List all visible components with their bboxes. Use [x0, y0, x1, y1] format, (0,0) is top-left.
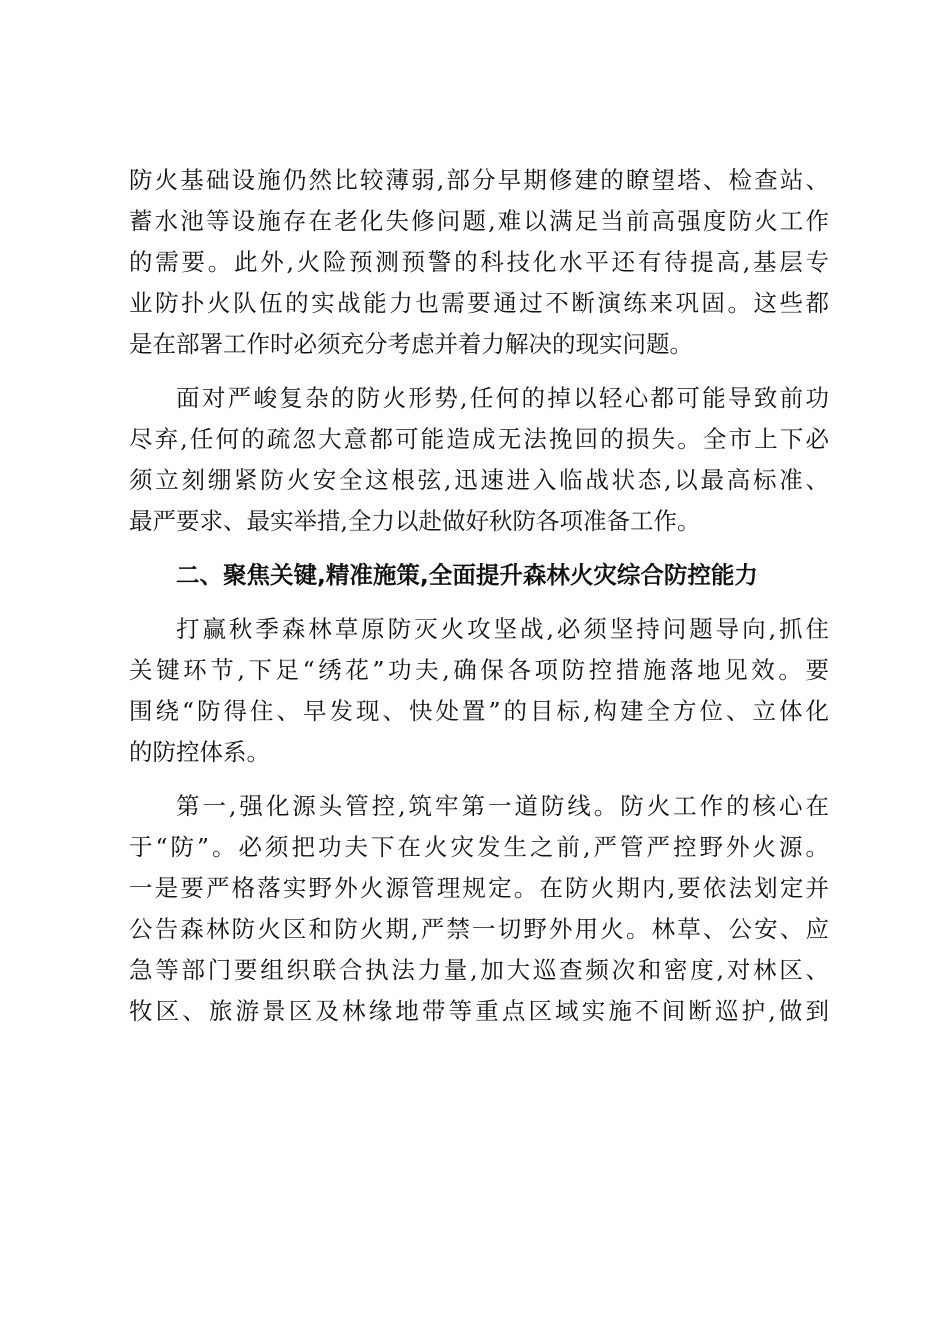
text-line: 打赢秋季森林草原防灭火攻坚战,必须坚持问题导向,抓住	[176, 615, 829, 643]
text-line: 第一,强化源头管控,筑牢第一道防线。防火工作的核心在	[176, 792, 829, 820]
text-line: 须立刻绷紧防火安全这根弦,迅速进入临战状态,以最高标准、	[129, 466, 829, 494]
text-line: 防火基础设施仍然比较薄弱,部分早期修建的瞭望塔、检查站、	[129, 166, 829, 194]
text-line: 业防扑火队伍的实战能力也需要通过不断演练来巩固。这些都	[129, 289, 829, 317]
section-heading	[129, 555, 829, 596]
text-line: 的需要。此外,火险预测预警的科技化水平还有待提高,基层专	[129, 248, 829, 276]
text-line: 于“防”。必须把功夫下在火灾发生之前,严管严控野外火源。	[129, 833, 829, 861]
paragraph-infrastructure	[129, 160, 829, 365]
text-line: 一是要严格落实野外火源管理规定。在防火期内,要依法划定并	[129, 874, 829, 902]
text-line: 围绕“防得住、早发现、快处置”的目标,构建全方位、立体化	[129, 697, 829, 725]
text-line: 急等部门要组织联合执法力量,加大巡查频次和密度,对林区、	[129, 956, 829, 984]
text-line: 最严要求、最实举措,全力以赴做好秋防各项准备工作。	[129, 507, 701, 535]
text-line: 尽弃,任何的疏忽大意都可能造成无法挽回的损失。全市上下必	[129, 425, 829, 453]
text-line: 是在部署工作时必须充分考虑并着力解决的现实问题。	[129, 330, 693, 358]
paragraph-source-control	[129, 786, 829, 1032]
heading-text: 二、聚焦关键,精准施策,全面提升森林火灾综合防控能力	[176, 561, 758, 589]
text-line: 的防控体系。	[129, 738, 270, 766]
text-line: 关键环节,下足“绣花”功夫,确保各项防控措施落地见效。要	[129, 656, 829, 684]
paragraph-situation	[129, 378, 829, 542]
text-line: 面对严峻复杂的防火形势,任何的掉以轻心都可能导致前功	[176, 384, 829, 412]
text-line: 蓄水池等设施存在老化失修问题,难以满足当前高强度防火工作	[129, 207, 829, 235]
text-line: 公告森林防火区和防火期,严禁一切野外用火。林草、公安、应	[129, 915, 829, 943]
document-body	[129, 160, 829, 1032]
text-line: 牧区、旅游景区及林缘地带等重点区域实施不间断巡护,做到	[129, 997, 829, 1025]
paragraph-strategy	[129, 609, 829, 773]
